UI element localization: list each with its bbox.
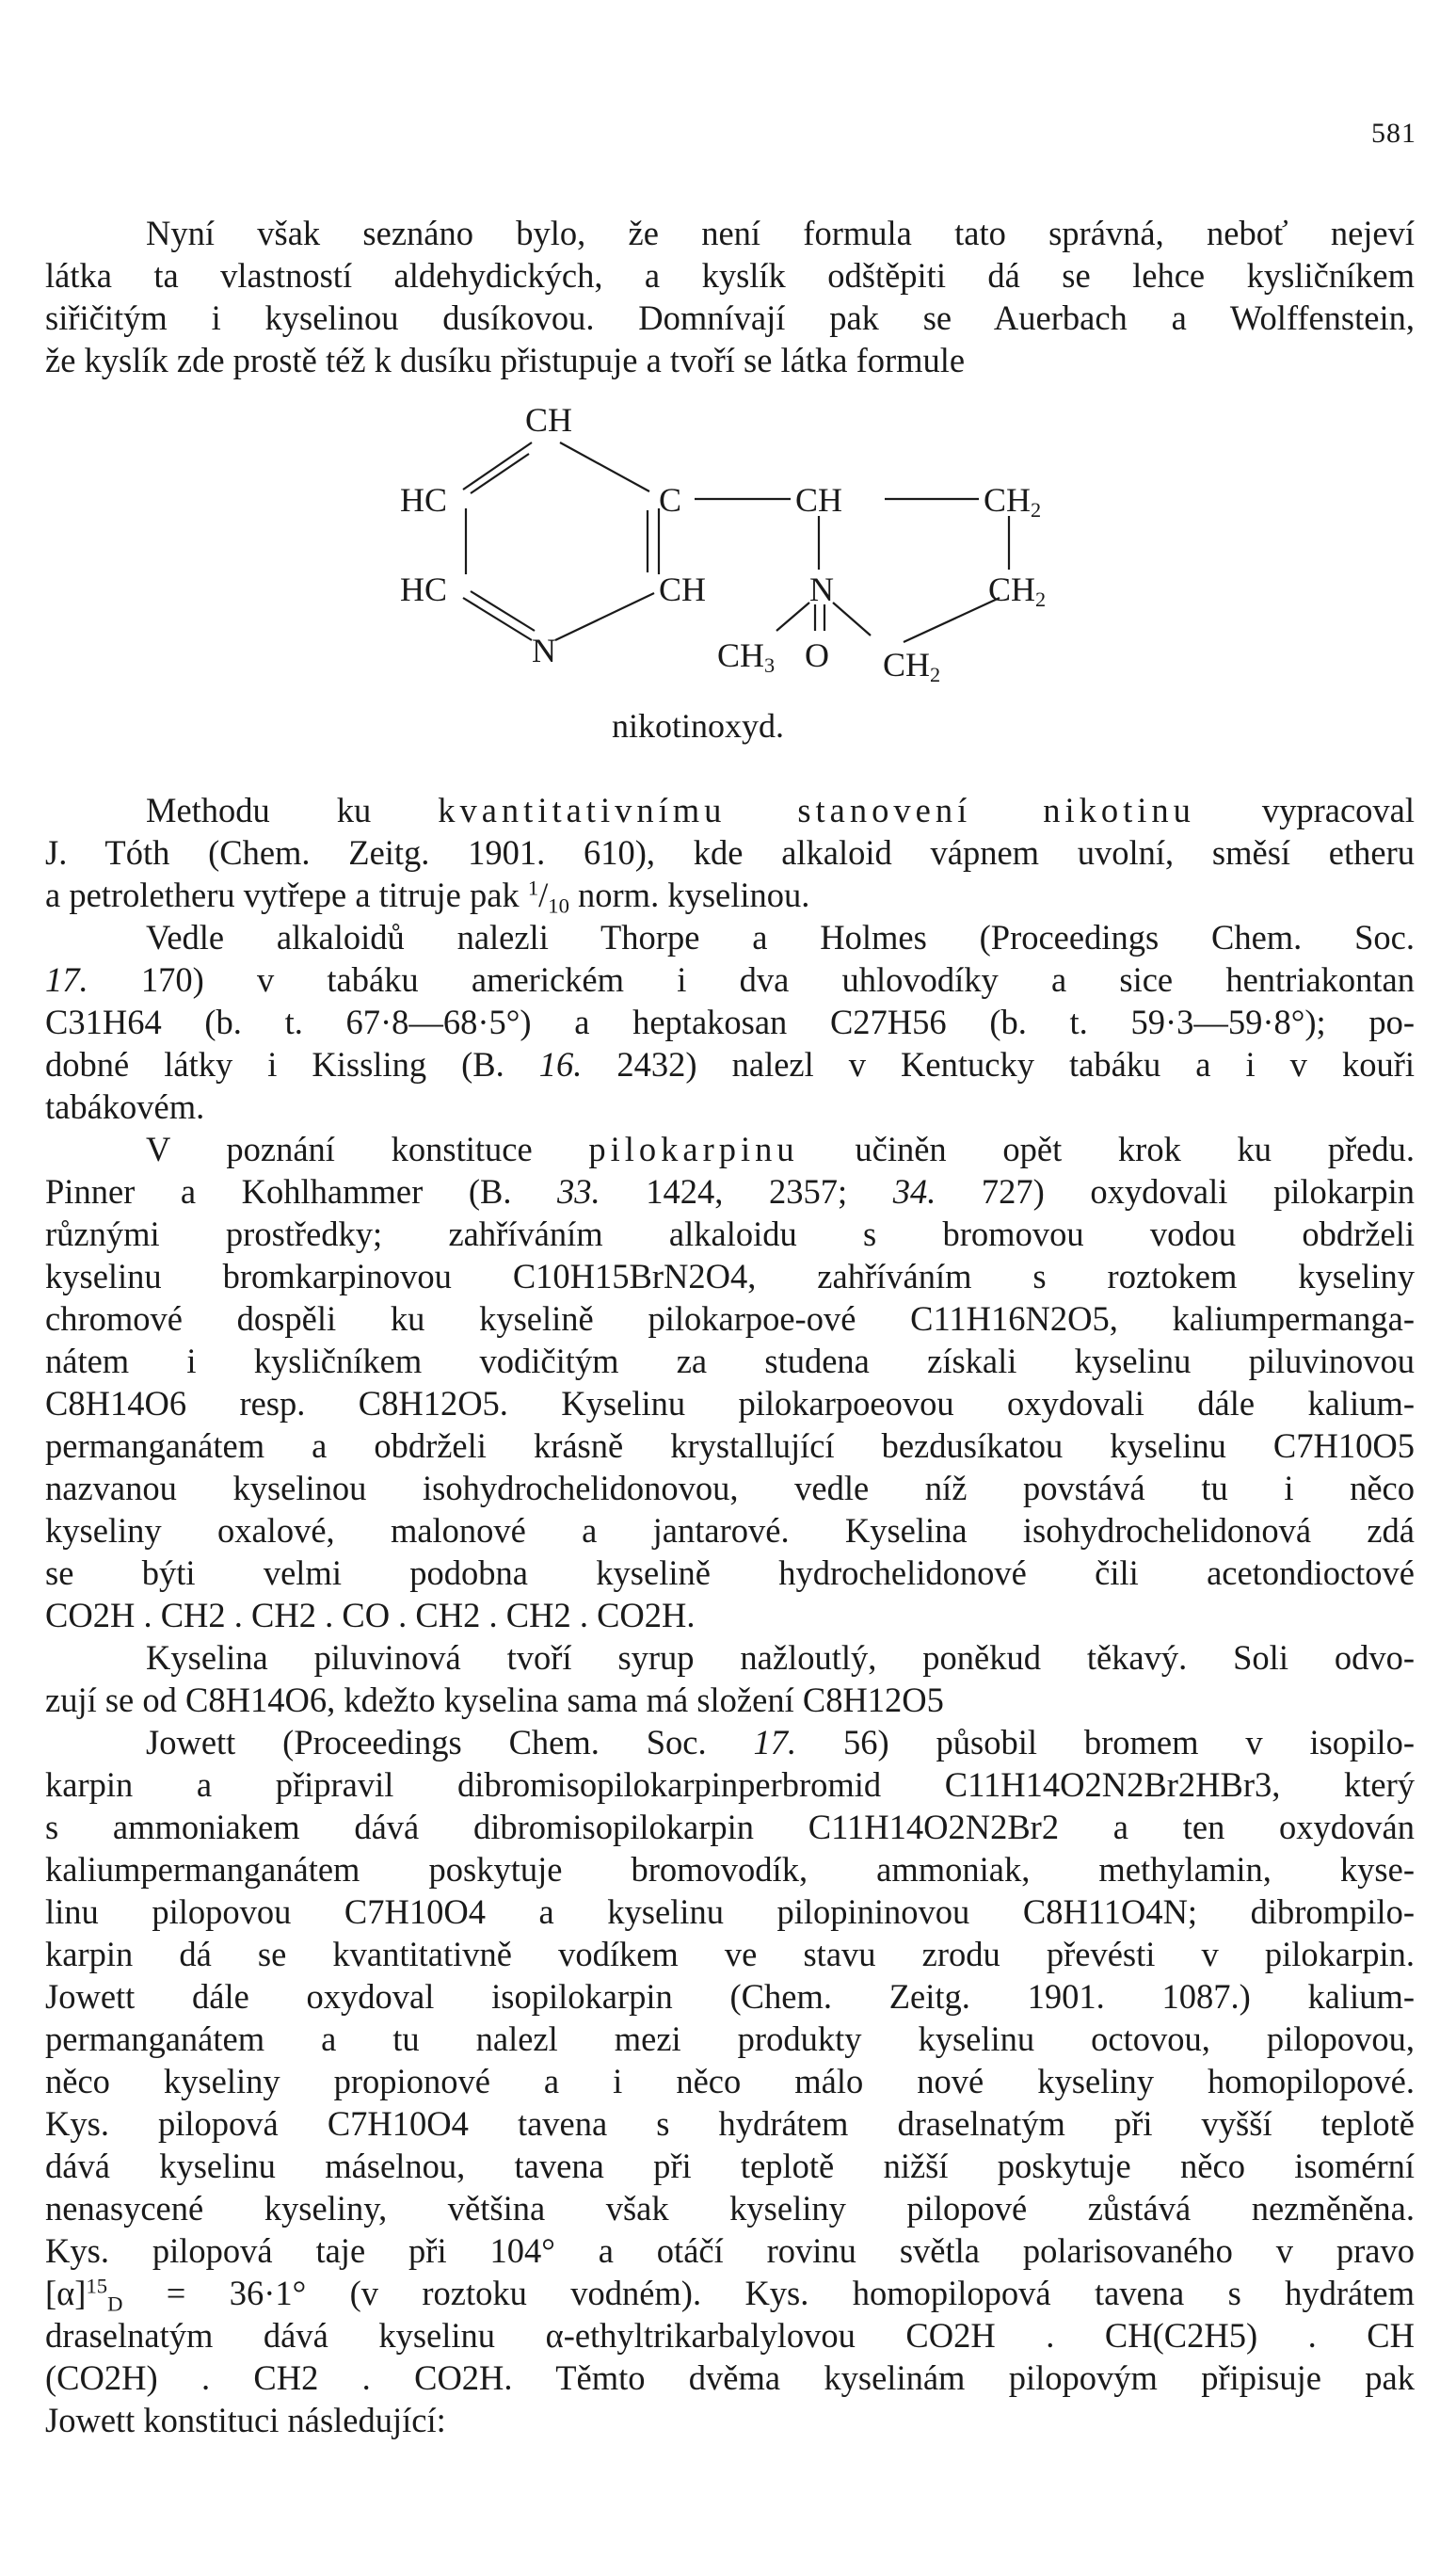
text-line: C31H64 (b. t. 67·8—68·5°) a heptakosan C27H56 (b. t. 59·3—59·8°); po-	[45, 1003, 1415, 1041]
text-line: permanganátem a obdrželi krásně krystallující bezdusíkatou kyselinu C7H10O5	[45, 1426, 1415, 1465]
text-line: permanganátem a tu nalezl mezi produkty kyselinu octovou, pilopovou,	[45, 2019, 1415, 2058]
atom-label: $CH_2$	[984, 481, 1042, 523]
text-line: látka ta vlastností aldehydických, a kyslík odštěpiti dá se lehce kysličníkem	[45, 256, 1415, 295]
spaced-emphasis: kvantitativnímu stanovení nikotinu	[438, 791, 1195, 829]
atom-label: C	[659, 481, 682, 519]
text-line: Jowett konstituci následující:	[45, 2401, 446, 2439]
text-line: tabákovém.	[45, 1087, 205, 1126]
text-line: karpin dá se kvantitativně vodíkem ve stavu zrodu převésti v pilokarpin.	[45, 1935, 1415, 1973]
text-line: karpin a připravil dibromisopilokarpinperbromid C11H14O2N2Br2HBr3, který	[45, 1765, 1415, 1804]
text-line: se býti velmi podobna kyselině hydrochelidonové čili acetondioctové	[45, 1553, 1415, 1592]
atom-label: CH	[525, 401, 573, 439]
text-line: nenasycené kyseliny, většina však kyseliny pilopové zůstává nezměněna.	[45, 2189, 1415, 2228]
text-line: chromové dospěli ku kyselině pilokarpoe-ové C11H16N2O5, kaliumpermanga-	[45, 1299, 1415, 1338]
atom-label: CH	[659, 571, 707, 608]
text-line: C8H14O6 resp. C8H12O5. Kyselinu pilokarpoeovou oxydovali dále kalium-	[45, 1384, 1415, 1423]
text-line: něco kyseliny propionové a i něco málo nové kyseliny homopilopové.	[45, 2062, 1415, 2100]
text-line: Methodu ku kvantitativnímu stanovení nikotinu vypracoval	[146, 791, 1415, 829]
text-line: CO2H . CH2 . CH2 . CO . CH2 . CH2 . CO2H.	[45, 1596, 696, 1634]
text-line: a petroletheru vytřepe a titruje pak $^1/_{10}$ norm. kyselinou.	[45, 876, 810, 916]
text-line: (CO2H) . CH2 . CO2H. Těmto dvěma kyselinám pilopovým připisuje pak	[45, 2358, 1415, 2397]
text-line: Jowett dále oxydoval isopilokarpin (Chem. Zeitg. 1901. 1087.) kalium-	[45, 1977, 1415, 2016]
formula-caption: nikotinoxyd.	[612, 707, 785, 745]
text-line: že kyslík zde prostě též k dusíku přistupuje a tvoří se látka formule	[45, 341, 966, 379]
page-number: 581	[1371, 118, 1416, 149]
text-line: kyseliny oxalové, malonové a jantarové. Kyselina isohydrochelidonová zdá	[45, 1511, 1415, 1550]
text-line: linu pilopovou C7H10O4 a kyselinu pilopininovou C8H11O4N; dibrompilo-	[45, 1892, 1415, 1931]
text-line: Jowett (Proceedings Chem. Soc. 17. 56) působil bromem v isopilo-	[146, 1723, 1415, 1762]
text-line: Kys. pilopová taje při 104° a otáčí rovinu světla polarisovaného v pravo	[45, 2231, 1415, 2270]
atom-label: O	[805, 636, 829, 674]
text-line: různými prostředky; zahříváním alkaloidu s bromovou vodou obdrželi	[45, 1215, 1415, 1253]
text-line: nátem i kysličníkem vodičitým za studena získali kyselinu piluvinovou	[45, 1342, 1415, 1380]
atom-label: HC	[400, 481, 448, 519]
text-line: Pinner a Kohlhammer (B. 33. 1424, 2357; 34. 727) oxydovali pilokarpin	[45, 1172, 1415, 1211]
text-line: J. Tóth (Chem. Zeitg. 1901. 610), kde alkaloid vápnem uvolní, směsí etheru	[45, 833, 1415, 872]
structural-formula	[376, 401, 1047, 763]
text-line: dává kyselinu máselnou, tavena při teplotě nižší poskytuje něco isomérní	[45, 2147, 1415, 2185]
text-line: dobné látky i Kissling (B. 16. 2432) nalezl v Kentucky tabáku a i v kouři	[45, 1045, 1415, 1084]
text-line: 17. 170) v tabáku americkém i dva uhlovodíky a sice hentriakontan	[45, 960, 1415, 999]
text-line: kaliumpermanganátem poskytuje bromovodík, ammoniak, methylamin, kyse-	[45, 1850, 1415, 1889]
atom-label: N	[809, 571, 834, 608]
atom-label: $CH_2$	[883, 646, 941, 687]
atom-label: N	[532, 632, 556, 669]
text-line: kyselinu bromkarpinovou C10H15BrN2O4, zahříváním s roztokem kyseliny	[45, 1257, 1415, 1295]
atom-label: $CH_3$	[717, 636, 776, 678]
text-line: nazvanou kyselinou isohydrochelidonovou, vedle níž povstává tu i něco	[45, 1469, 1415, 1507]
text-line: $[\alpha]^{15}_D = 36\cdot 1^\circ$ (v roztoku vodném). Kys. homopilopová tavena s hydrátem	[45, 2274, 1415, 2314]
text-line: siřičitým i kyselinou dusíkovou. Domnívají pak se Auerbach a Wolffenstein,	[45, 298, 1415, 337]
atom-label: HC	[400, 571, 448, 608]
text-line: s ammoniakem dává dibromisopilokarpin C11H14O2N2Br2 a ten oxydován	[45, 1808, 1415, 1846]
text-line: draselnatým dává kyselinu α-ethyltrikarbalylovou CO2H . CH(C2H5) . CH	[45, 2316, 1415, 2355]
text-line: V poznání konstituce pilokarpinu učiněn opět krok ku předu.	[146, 1130, 1415, 1168]
text-line: zují se od C8H14O6, kdežto kyselina sama má složení C8H12O5	[45, 1681, 944, 1719]
spaced-emphasis: pilokarpinu	[588, 1130, 799, 1168]
atom-label: CH	[795, 481, 843, 519]
text-line: Kyselina piluvinová tvoří syrup nažloutlý, poněkud těkavý. Soli odvo-	[146, 1638, 1415, 1677]
text-line: Nyní však seznáno bylo, že není formula tato správná, neboť nejeví	[146, 214, 1415, 252]
text-line: Kys. pilopová C7H10O4 tavena s hydrátem draselnatým při vyšší teplotě	[45, 2104, 1415, 2143]
atom-label: $CH_2$	[988, 571, 1047, 612]
text-line: Vedle alkaloidů nalezli Thorpe a Holmes (Proceedings Chem. Soc.	[146, 918, 1415, 957]
